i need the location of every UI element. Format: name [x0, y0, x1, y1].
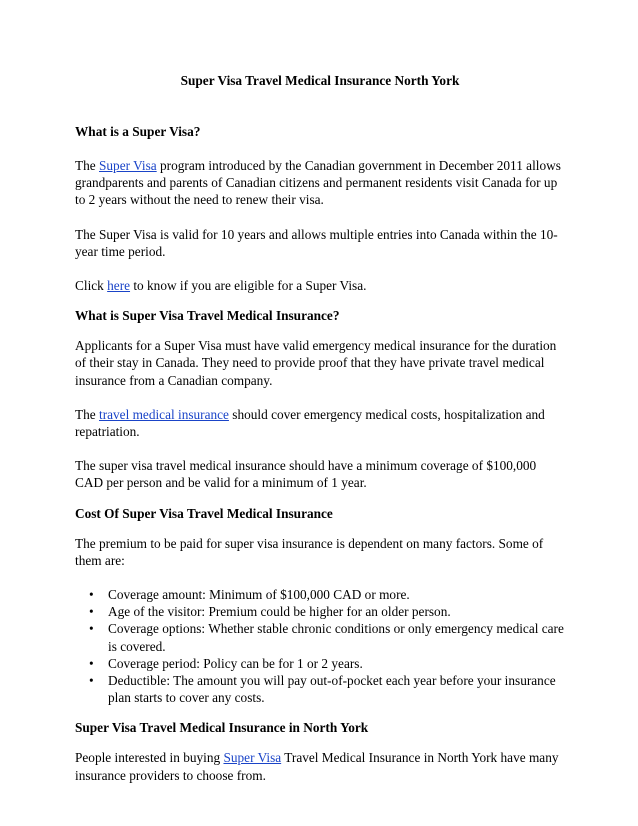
text: program introduced by the Canadian government in December 2011 allows grandparents and parents of Canadian citizens and permanent residents visit Canada for up to 2 years without the need to renew their visa. [75, 158, 561, 208]
text: Click [75, 278, 108, 294]
travel-medical-insurance-link[interactable]: travel medical insurance [99, 406, 229, 422]
text: Travel Medical Insurance in North York have many insurance providers to choose from. [75, 750, 559, 783]
text: The [75, 406, 99, 422]
list-item-text: Coverage options: Whether stable chronic conditions or only emergency medical care is covered. [108, 621, 564, 654]
paragraph-applicants: Applicants for a Super Visa must have valid emergency medical insurance for the duration of their stay in Canada. They need to provide proof that they have private travel medical insurance from a Canadian company. [75, 338, 557, 388]
list-item-text: Deductible: The amount you will pay out-of-pocket each year before your insurance plan starts to cover any costs. [108, 673, 556, 706]
document-page [75, 72, 565, 784]
super-visa-link-2[interactable]: Super Visa [223, 750, 282, 766]
list-item-text: Coverage period: Policy can be for 1 or 2 years. [108, 655, 363, 671]
bullet-icon: • [89, 587, 94, 603]
paragraph-eligibility [75, 277, 565, 294]
list-item [89, 586, 565, 603]
text: should cover emergency medical costs, hospitalization and repatriation. [75, 406, 545, 440]
heading-what-is-insurance: What is Super Visa Travel Medical Insurance? [75, 308, 340, 324]
super-visa-link[interactable]: Super Visa [99, 158, 157, 173]
text: to know if you are eligible for a Super Visa. [130, 278, 367, 294]
paragraph-providers [75, 749, 565, 783]
list-item [89, 672, 565, 706]
heading-what-is-super-visa: What is a Super Visa? [75, 124, 201, 139]
bullet-icon: • [89, 604, 94, 620]
document-title: Super Visa Travel Medical Insurance North York [180, 73, 460, 88]
paragraph-minimum-coverage: The super visa travel medical insurance should have a minimum coverage of $100,000 CAD per person and be valid for a minimum of 1 year. [75, 458, 537, 491]
heading-north-york: Super Visa Travel Medical Insurance in North York [75, 720, 369, 736]
list-item [89, 603, 565, 620]
paragraph-coverage [75, 406, 565, 440]
list-item [89, 655, 565, 672]
list-item-text: Age of the visitor: Premium could be higher for an older person. [108, 604, 451, 620]
here-link[interactable]: here [107, 278, 131, 294]
paragraph-super-visa-intro [75, 157, 565, 209]
paragraph-premium-factors: The premium to be paid for super visa insurance is dependent on many factors. Some of them are: [75, 535, 544, 568]
text: The [75, 158, 99, 173]
heading-cost: Cost Of Super Visa Travel Medical Insurance [75, 505, 333, 521]
bullet-icon: • [89, 673, 94, 689]
bullet-icon: • [89, 655, 94, 671]
bullet-icon: • [89, 621, 94, 637]
list-item-text: Coverage amount: Minimum of $100,000 CAD or more. [108, 587, 410, 603]
factors-list [75, 586, 565, 706]
text: People interested in buying [75, 750, 224, 766]
list-item [89, 620, 565, 654]
paragraph-validity: The Super Visa is valid for 10 years and allows multiple entries into Canada within the 10-year time period. [75, 226, 558, 259]
